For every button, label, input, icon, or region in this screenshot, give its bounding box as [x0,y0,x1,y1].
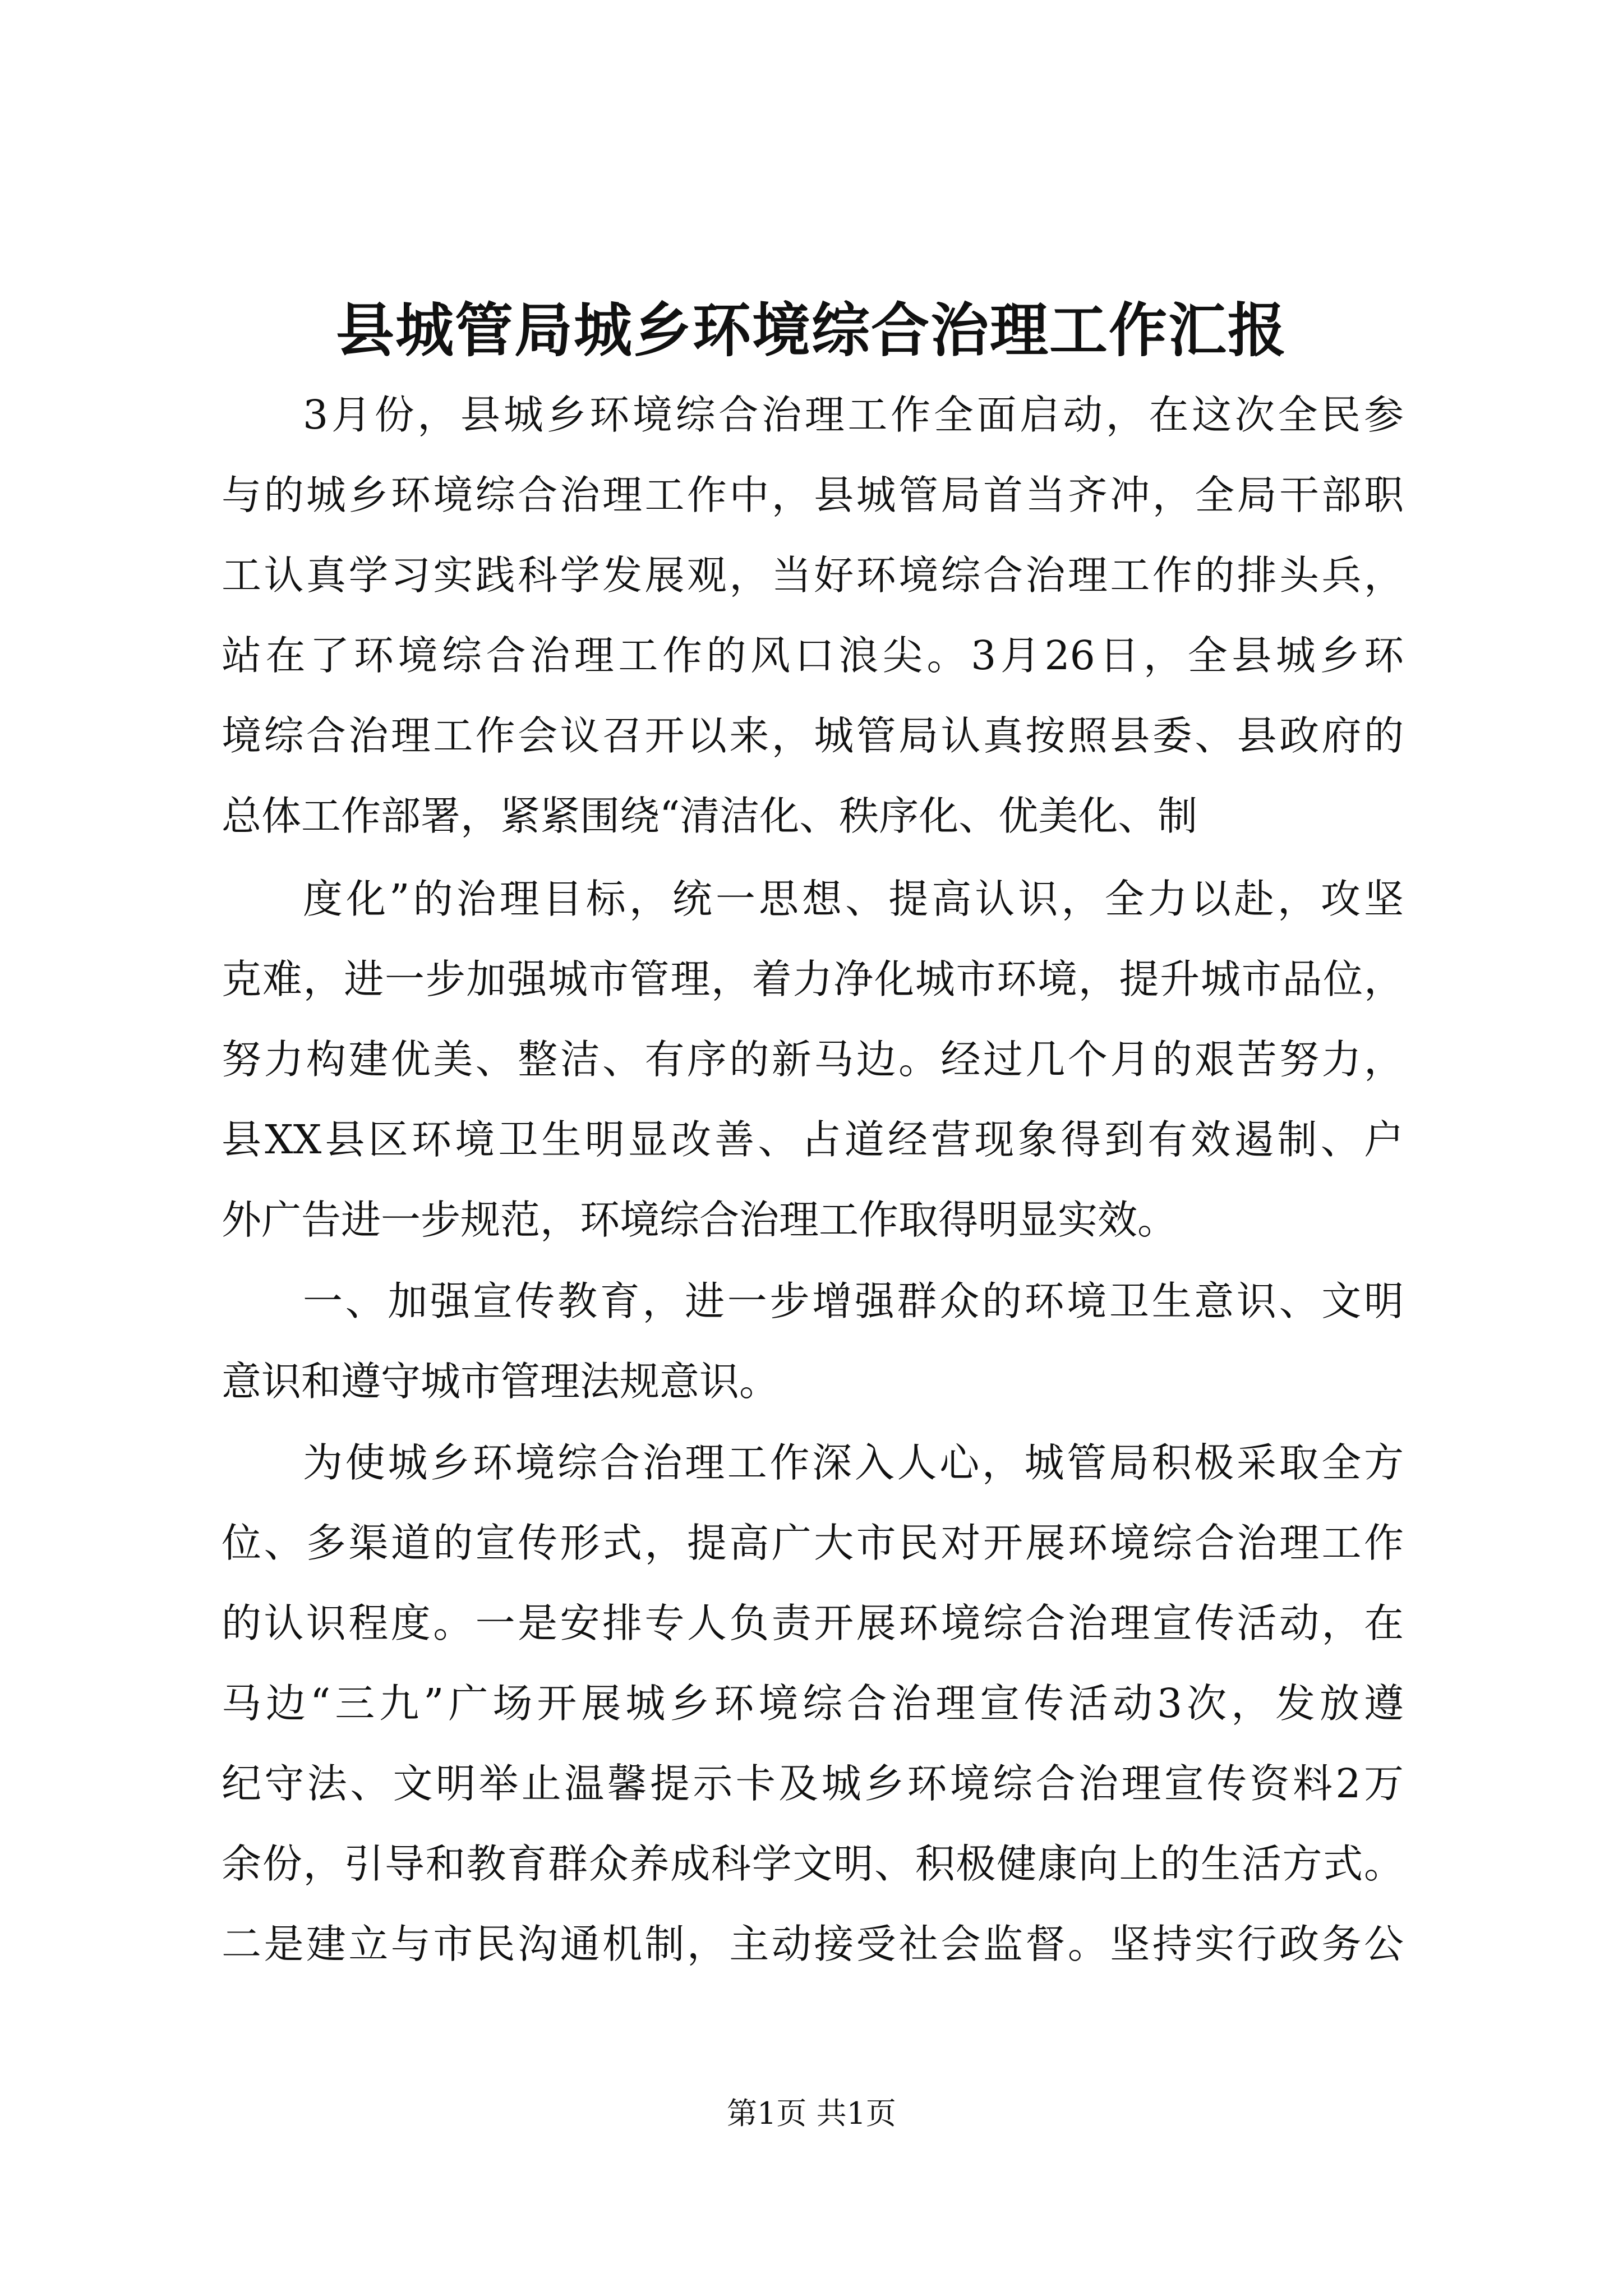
body-line: 工认真学习实践科学发展观，当好环境综合治理工作的排头兵， [222,552,1404,599]
body-line: 度化”的治理目标，统一思想、提高认识，全力以赴，攻坚 [303,876,1404,922]
body-line: 马边“三九”广场开展城乡环境综合治理宣传活动3次，发放遵 [222,1680,1404,1727]
body-line: 的认识程度。一是安排专人负责开展环境综合治理宣传活动，在 [222,1600,1404,1646]
body-line: 克难，进一步加强城市管理，着力净化城市环境，提升城市品位， [222,956,1404,1002]
body-line: 纪守法、文明举止温馨提示卡及城乡环境综合治理宣传资料2万 [222,1760,1404,1807]
page-number-footer: 第1页 共1页 [727,2096,896,2131]
body-line: 总体工作部署，紧紧围绕“清洁化、秩序化、优美化、制 [222,793,1198,839]
body-line: 位、多渠道的宣传形式，提高广大市民对开展环境综合治理工作 [222,1520,1404,1566]
body-line: 努力构建优美、整洁、有序的新马边。经过几个月的艰苦努力， [222,1036,1404,1083]
body-line: 外广告进一步规范，环境综合治理工作取得明显实效。 [222,1197,1178,1243]
section-heading-line: 意识和遵守城市管理法规意识。 [222,1358,780,1405]
body-line: 余份，引导和教育群众养成科学文明、积极健康向上的生活方式。 [222,1841,1404,1887]
body-line: 二是建立与市民沟通机制，主动接受社会监督。坚持实行政务公 [222,1921,1404,1967]
body-line: 为使城乡环境综合治理工作深入人心，城管局积极采取全方 [303,1439,1404,1486]
body-line: 站在了环境综合治理工作的风口浪尖。3月26日，全县城乡环 [222,632,1404,679]
body-line: 3月份，县城乡环境综合治理工作全面启动，在这次全民参 [303,392,1404,438]
body-line: 县XX县区环境卫生明显改善、占道经营现象得到有效遏制、户 [222,1116,1404,1163]
body-line: 与的城乡环境综合治理工作中，县城管局首当齐冲，全局干部职 [222,472,1404,518]
body-line: 境综合治理工作会议召开以来，城管局认真按照县委、县政府的 [222,712,1404,759]
document-title: 县城管局城乡环境综合治理工作汇报 [335,296,1287,365]
section-heading-line: 一、加强宣传教育，进一步增强群众的环境卫生意识、文明 [303,1278,1404,1324]
